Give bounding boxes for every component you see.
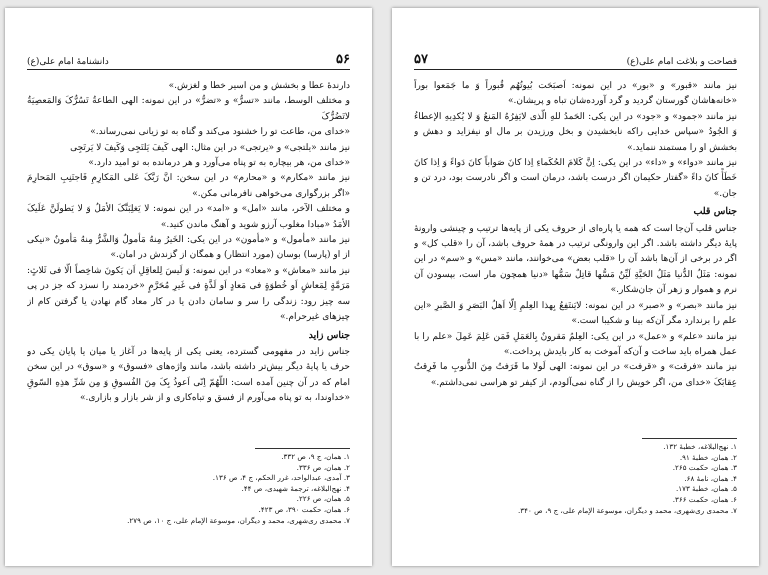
body-paragraph: نیز مانند «فرقت» و «قرفت» در این نمونه: الهی لَولا ما قَرَفتُ مِنَ الذُّنوبِ ما فَرِقتُ عِقابَکَ «خدای من، اگر خویش را از گناه نمی‌آلودم، از کیفر تو هراسی نمی‌داشتم.» [414, 362, 737, 388]
left-page-header [27, 53, 350, 70]
footnote: ۷. محمدی ری‌شهری، محمد و دیگران، موسوعة الإمام علی، ج ۱۰، ص ۲۷۹. [127, 515, 350, 525]
left-running-title: دانشنامهٔ امام علی(ع) [27, 57, 109, 67]
body-paragraph: جناس قلب آن‌جا است که همه یا پاره‌ای از حروف یکی از پایه‌ها ترتیب و چینشی وارونهٔ پایهٔ دیگر داشته باشد. اگر این وارونگی ترتیب در همهٔ حروف باشد، آن را «قلب کل» و اگر در برخی از آن‌ها باشد آن را «قلب بعض» می‌خوانند، مانند «مس» و «سم» در این نمونه: مَثَلُ الدُّنیا مَثَلُ الحَیَّةِ لَیِّنٌ مَسُّها قاتِلٌ سَمُّها «دنیا همچون مار است، بپسودن آن نرم و هموار و زهر آن جان‌شکار.» [414, 223, 737, 296]
left-footnotes [27, 452, 350, 526]
body-paragraph: نیز مانند «بصر» و «صبر» در این نمونه: لایَنتَفِعُ بِهذا العِلمِ اِلّا اَهلُ البَصَرِ وَ الصَّبرِ «این علم را برندارد مگر آن‌که بینا و شکیبا است.» [414, 300, 737, 327]
body-paragraph: نیز مانند «یلتجی» و «یرتجی» در این مثال: الهی کَیفَ یَلتَجِی وَکَیفَ لا یَرتَجِی [70, 142, 350, 153]
body-paragraph: نیز مانند «معاش» و «معاد» در این نمونه: وَ لَیسَ لِلعاقِلِ اَن یَکونَ شاخِصاً الّا فی ثَلاثٍ: مَرَمَّةٍ لِمَعاشٍ اَو خُطوَةٍ فی مَعادٍ اَو لَذَّةٍ فی غَیرِ مُحَرَّمٍ «خردمند را نسزد که جز در پی سه چیز رود: زندگی را سر و سامان دادن یا در کار معاد گام نهادن یا گرفتن کام از چیزهای غیرحرام.» [27, 265, 350, 323]
body-paragraph: «خدای من، هر بیچاره به تو پناه می‌آورد و هر درمانده به تو امید دارد.» [88, 158, 350, 169]
right-page-body [414, 79, 737, 391]
body-paragraph: نیز مانند «دواء» و «داء» در این یکی: اِنَّ کَلامَ الحُکَماءِ اِذا کانَ صَواباً کانَ دَواءً وَ اِذا کانَ خَطَأً کانَ داءً «گفتار حکیمان اگر درست باشد، درمان است و اگر نادرست بود، درد تن و جان.» [414, 158, 737, 199]
footnote: ۲. همان، ص ۳۳۶. [296, 462, 350, 472]
footnote: ۵. همان، خطبهٔ ۱۷۳. [676, 484, 737, 494]
body-paragraph: نیز مانند «قبور» و «بور» در این نمونه: اَصبَحَت بُیوتُهُم قُبوراً وَ ما جَمَعوا بوراً «خانه‌هاشان گورستان گردید و گرد آورده‌شان تباه و پریشان.» [414, 81, 737, 107]
section-heading: جناس زاید [308, 329, 350, 341]
body-paragraph: نیز مانند «علم» و «عمل» در این یکی: العِلمُ مَقرونٌ بِالعَمَلِ فَمَن عَلِمَ عَمِلَ «علم را با عمل همراه باید ساخت و آن‌که آموخت به کار بایدش پرداخت.» [414, 331, 737, 357]
right-page-number: ۵۷ [414, 52, 428, 67]
right-page [392, 8, 759, 566]
left-page [5, 8, 372, 566]
footnote: ۱. نهج‌البلاغه، خطبهٔ ۱۳۲. [663, 442, 737, 451]
footnote-divider [255, 448, 350, 449]
body-paragraph: نیز مانند «مأمول» و «مأمون» در این یکی: الخَیرُ مِنهُ مَأمولٌ وَالشَّرُّ مِنهُ مَأمونٌ «نیکی از او (پارسا) بوسان (مورد انتظار) و همگان از گزندش در امان.» [27, 235, 350, 261]
body-paragraph: و مختلف الآخر، مانند «امل» و «امد» در این نمونه: لا یَغلِبَنَّکَ الأمَلُ وَ لا یَطولَنَّ عَلَیکَ الأمَدُ «مبادا مغلوب آرزو شوید و آهنگ ماندن کنید.» [27, 204, 350, 230]
left-page-body [27, 79, 350, 407]
body-paragraph: و مختلف الوسط، مانند «تسرُّ» و «تضرُّ» در این نمونه: الهی الطاعةُ تَسُرُّکَ وَالمَعصِیَةُ لاتَضُرُّکَ [27, 96, 350, 122]
footnote: ۴. نهج‌البلاغه، ترجمهٔ شهیدی، ص ۴۴. [241, 483, 350, 493]
footnote: ۷. محمدی ری‌شهری، محمد و دیگران، موسوعة الإمام علی، ج ۹، ص ۳۴۰. [517, 505, 737, 515]
left-page-number: ۵۶ [336, 52, 350, 67]
right-footnotes [414, 442, 737, 516]
footnote: ۳. همان، حکمت ۲۶۵. [672, 463, 737, 473]
footnote: ۶. همان، حکمت ۳۹۰، ص ۴۲۳. [258, 504, 350, 514]
body-paragraph: «خدای من، طاعت تو را خشنود می‌کند و گناه به تو زیانی نمی‌رساند.» [90, 127, 350, 138]
footnote: ۵. همان، ص ۲۲۶. [296, 494, 350, 504]
right-running-title: فصاحت و بلاغت امام علی(ع) [626, 57, 737, 67]
section-heading: جناس قلب [693, 206, 737, 218]
body-paragraph: نیز مانند «مکارم» و «محارم» در این سخن: انَّ رَبَّکَ عَلی المَکارِمِ فَاجتَنِبِ المَحارِمَ «اگر بزرگواری می‌خواهی نافرمانی مکن.» [27, 173, 350, 199]
footnote: ۶. همان، حکمت ۳۶۶. [672, 494, 737, 504]
footnote: ۳. آمدی، عبدالواحد، غرر الحکم، ج ۴، ص ۱۳۶. [212, 473, 350, 483]
right-page-header [414, 53, 737, 70]
body-paragraph: نیز مانند «جمود» و «جود» در این یکی: الحَمدُ للهِ الّذی لایَفِرُهُ المَنعُ وَ لا یُکدِیهِ الإعطاءُ وَ الجُودُ «سپاس خدایی راکه نابخشیدن و بخل ورزیدن بر مال او نیفزاید و دهش و بخشش او را مستمند ننماید.» [414, 111, 737, 153]
body-paragraph: دارندهٔ عطا و بخشش و من اسیر خطا و لغزش.» [168, 81, 350, 91]
footnote: ۲. همان، خطبهٔ ۹۱. [679, 452, 737, 462]
body-paragraph: جناس زاید در مفهومی گسترده، یعنی یکی از پایه‌ها در آغاز یا میان یا پایان یکی دو حرف یا پایهٔ دیگر بیش‌تر داشته باشد، مانند واژه‌های «فسوق» و «سوق» در این سخن امام که در آن چنین آمده است: اللّهُمّ اِنّی اَعوذُ بِکَ مِنَ الفُسوقِ وَ مِن شَرِّ هذِهِ السّوقِ «خداوندا، به تو پناه می‌آورم از فسق و تباه‌کاری و از شر بازار و بازاری.» [27, 346, 350, 404]
footnote-divider [642, 438, 737, 439]
footnote: ۴. همان، نامهٔ ۶۸. [684, 473, 737, 483]
footnote: ۱. همان، ج ۹، ص ۳۳۲. [281, 452, 350, 461]
